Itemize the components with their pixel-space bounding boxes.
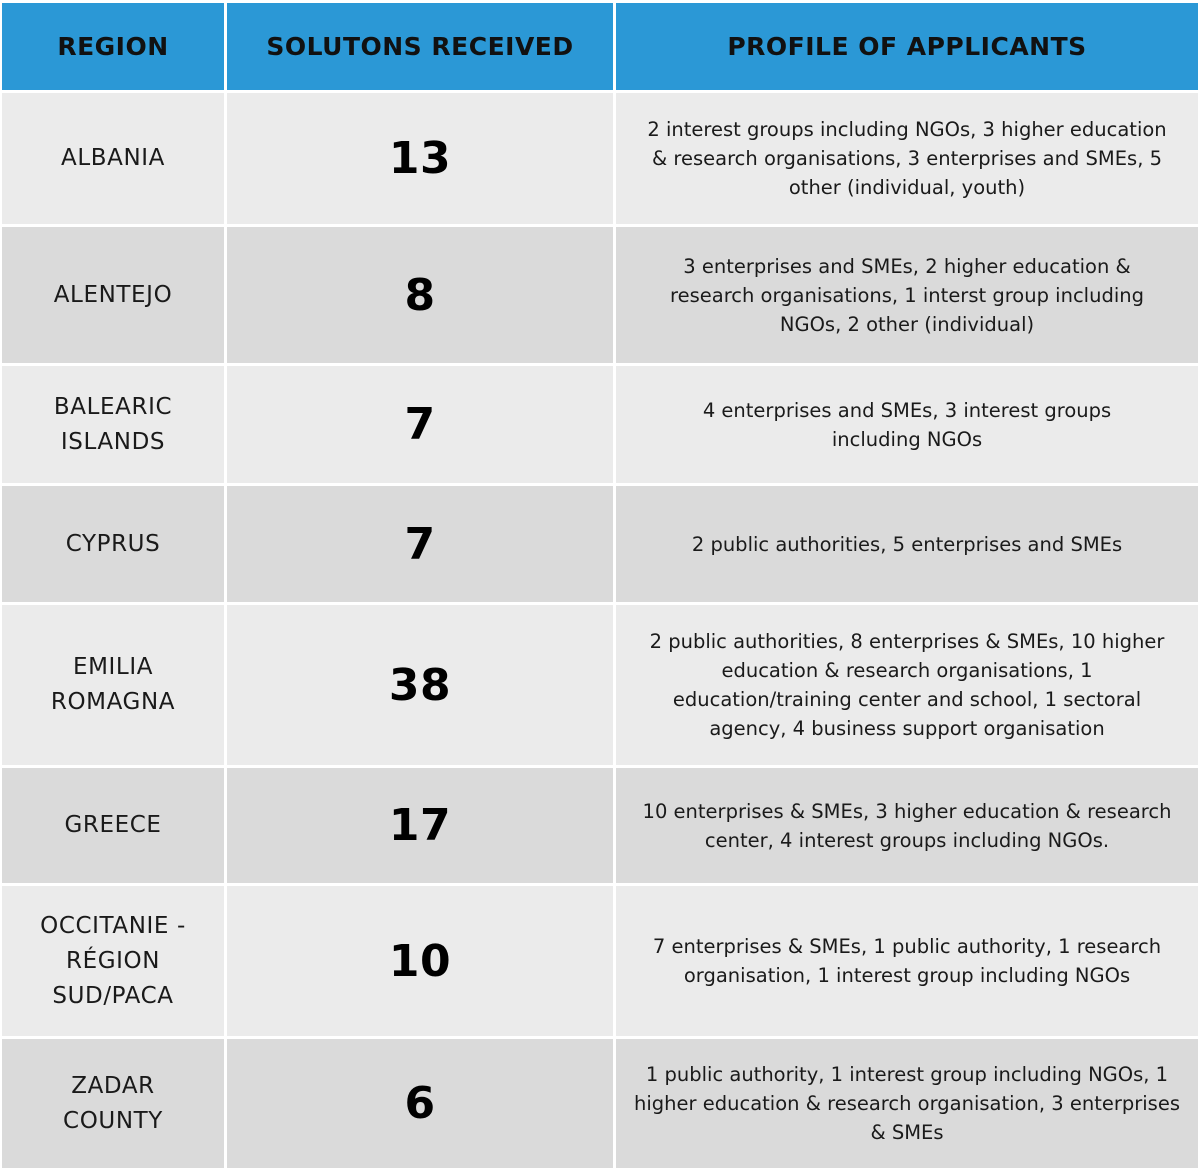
- profile-text: 2 interest groups including NGOs, 3 higher education & research organisations, 3 enterprises and SMEs, 5 other (individual, youth): [647, 118, 1167, 199]
- region-name: CYPRUS: [65, 530, 161, 557]
- solutions-count-cell: 8: [227, 227, 613, 363]
- solutions-count-cell: 17: [227, 768, 613, 883]
- profile-cell: [616, 486, 1198, 602]
- region-name: BALEARIC ISLANDS: [53, 393, 173, 455]
- region-name: ZADAR COUNTY: [63, 1072, 163, 1134]
- region-cell: [2, 366, 224, 483]
- profile-text: 4 enterprises and SMEs, 3 interest groups including NGOs: [702, 398, 1112, 451]
- header-solutions-received: SOLUTONS RECEIVED: [227, 3, 613, 90]
- region-cell: [2, 227, 224, 363]
- region-cell: [2, 486, 224, 602]
- region-cell: [2, 605, 224, 765]
- region-cell: [2, 1039, 224, 1168]
- profile-cell: [616, 1039, 1198, 1168]
- profile-cell: [616, 768, 1198, 883]
- region-cell: [2, 886, 224, 1036]
- profile-text: 3 enterprises and SMEs, 2 higher education & research organisations, 1 interst group including NGOs, 2 other (individual): [670, 254, 1144, 336]
- table-row: [0, 605, 1200, 765]
- table-row: [0, 93, 1200, 224]
- header-region: REGION: [2, 3, 224, 90]
- region-name: ALENTEJO: [53, 281, 173, 308]
- solutions-count-cell: 7: [227, 486, 613, 602]
- region-name: OCCITANIE - RÉGION SUD/PACA: [40, 912, 186, 1009]
- profile-cell: [616, 366, 1198, 483]
- header-profile-of-applicants: PROFILE OF APPLICANTS: [616, 3, 1198, 90]
- table-row: [0, 768, 1200, 883]
- profile-cell: [616, 93, 1198, 224]
- table-header-row: [0, 3, 1200, 90]
- table-row: [0, 1039, 1200, 1168]
- profile-text: 1 public authority, 1 interest group including NGOs, 1 higher education & research organisation, 3 enterprises & SMEs: [634, 1063, 1180, 1144]
- region-name: EMILIA ROMAGNA: [50, 654, 176, 715]
- solutions-count-cell: 13: [227, 93, 613, 224]
- profile-cell: [616, 605, 1198, 765]
- profile-text: 10 enterprises & SMEs, 3 higher education & research center, 4 interest groups including NGOs.: [642, 799, 1172, 852]
- solutions-count-cell: 10: [227, 886, 613, 1036]
- profile-cell: [616, 886, 1198, 1036]
- table-row: [0, 366, 1200, 483]
- region-cell: [2, 768, 224, 883]
- solutions-count-cell: 38: [227, 605, 613, 765]
- profile-text: 2 public authorities, 5 enterprises and SMEs: [691, 532, 1123, 556]
- solutions-count-cell: 6: [227, 1039, 613, 1168]
- solutions-count-cell: 7: [227, 366, 613, 483]
- table-row: [0, 486, 1200, 602]
- profile-text: 7 enterprises & SMEs, 1 public authority, 1 research organisation, 1 interest group including NGOs: [652, 935, 1162, 987]
- region-cell: [2, 93, 224, 224]
- profile-cell: [616, 227, 1198, 363]
- profile-text: 2 public authorities, 8 enterprises & SMEs, 10 higher education & research organisations, 1 education/training center and school, 1 sectoral agency, 4 business support organisation: [649, 630, 1165, 740]
- table-row: [0, 886, 1200, 1036]
- region-name: GREECE: [64, 812, 162, 838]
- region-name: ALBANIA: [61, 145, 165, 171]
- table-row: [0, 227, 1200, 363]
